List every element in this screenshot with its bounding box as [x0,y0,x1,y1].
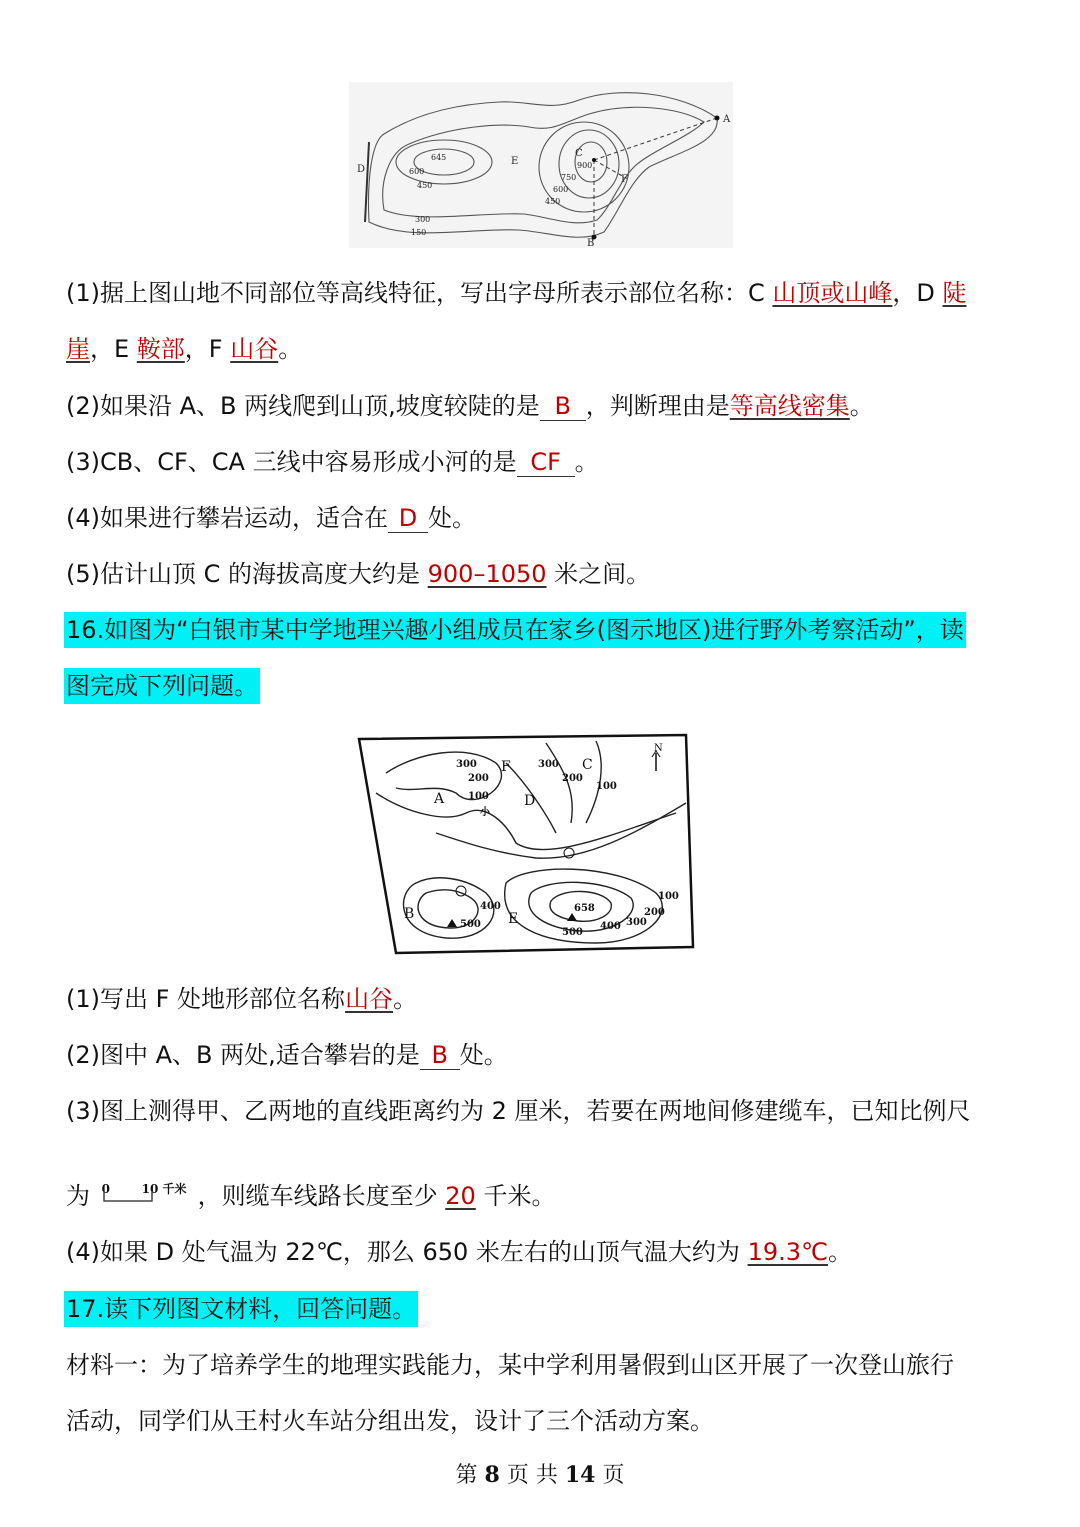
map2-label-c: C [582,757,593,773]
map2-contour-100b: 100 [596,781,617,792]
q15-part3: (3)CB、CF、CA 三线中容易形成小河的是 CF 。 [66,448,599,476]
q17-title: 17.读下列图文材料，回答问题。 [64,1291,1020,1327]
map2-contour-100c: 100 [658,891,679,902]
q16-title-line1: 16.如图为“白银市某中学地理兴趣小组成员在家乡(图示地区)进行野外考察活动”，读 [64,612,1020,648]
q16-part1: (1)写出 F 处地形部位名称山谷。 [66,985,418,1013]
map2-north: N [654,743,663,754]
answer-climbing-site: B [420,1041,460,1070]
map2-contour-200c: 200 [644,907,665,918]
contour-map-2 [356,733,696,955]
map1-contour-600b: 600 [553,185,569,194]
map1-label-b: B [587,238,595,248]
answer-c: 山顶或山峰 [772,279,893,307]
scale-zero: 0 [101,1182,110,1196]
q16-part3-line1: (3)图上测得甲、乙两地的直线距离约为 2 厘米，若要在两地间修建缆车，已知比例尺 [66,1097,971,1125]
q15-part1-line2: 崖，E 鞍部，F 山谷。 [66,335,303,363]
map1-label-a: A [723,114,731,125]
map2-contour-200b: 200 [562,773,583,784]
map2-contour-658: 658 [574,903,595,914]
map2-label-f: F [501,759,511,775]
map1-label-c: C [575,148,583,159]
q16-part2: (2)图中 A、B 两处,适合攀岩的是 B 处。 [66,1041,508,1069]
map2-contour-300b: 300 [538,759,559,770]
map1-contour-450b: 450 [545,197,561,206]
map2-contour-300a: 300 [456,759,477,770]
answer-f-terrain: 山谷 [345,985,394,1013]
total-pages: 14 [564,1462,596,1488]
answer-cable-length: 20 [445,1182,476,1210]
q16-title-line2: 图完成下列问题。 [64,668,1020,704]
map1-label-e: E [511,156,519,167]
q15-part4: (4)如果进行攀岩运动，适合在 D 处。 [66,504,476,532]
map2-contour-500a: 500 [460,919,481,930]
map2-place-label: 小 [480,807,490,818]
map2-contour-400b: 400 [600,921,621,932]
map2-label-a: A [434,791,445,807]
map1-contour-750: 750 [561,173,577,182]
map2-label-b: B [404,906,415,922]
q15-part2: (2)如果沿 A、B 两线爬到山顶,坡度较陡的是 B ，判断理由是等高线密集。 [66,392,874,420]
q17-material1-line1: 材料一：为了培养学生的地理实践能力，某中学利用暑假到山区开展了一次登山旅行 [66,1351,954,1379]
page-number: 8 [484,1462,500,1488]
map1-contour-645: 645 [431,153,447,162]
answer-d-part1: 陡 [942,279,967,307]
map2-contour-500b: 500 [562,927,583,938]
answer-e: 鞍部 [136,335,185,363]
map1-contour-150: 150 [411,228,427,237]
answer-d-part2: 崖 [66,335,90,363]
q16-part4: (4)如果 D 处气温为 22℃，那么 650 米左右的山顶气温大约为 19.3℃。 [66,1238,852,1266]
map1-contour-600: 600 [409,167,425,176]
answer-climbing-spot: D [388,504,428,533]
q17-material1-line2: 活动，同学们从王村火车站分组出发，设计了三个活动方案。 [66,1407,714,1435]
q15-part5: (5)估计山顶 C 的海拔高度大约是 900–1050 米之间。 [66,560,651,588]
q16-part3-line2: 为 0 10 千米 ，则缆车线路长度至少 20 千米。 [66,1178,1020,1215]
map2-contour-300c: 300 [626,917,647,928]
contour-map-1 [349,82,733,248]
answer-steeper-line: B [540,392,586,421]
answer-river-line: CF [517,448,575,477]
map2-contour-400a: 400 [480,901,501,912]
map1-label-d: D [357,164,366,175]
scale-bar [98,1179,198,1215]
map1-contour-450: 450 [417,181,433,190]
answer-f: 山谷 [230,335,279,363]
map1-contour-300: 300 [415,215,431,224]
answer-reason: 等高线密集 [729,392,850,420]
map2-label-e: E [508,911,519,927]
map2-contour-200a: 200 [468,773,489,784]
map1-contour-900: 900 [577,161,593,170]
answer-peak-temp: 19.3℃ [747,1238,828,1266]
map1-label-f: F [621,174,628,185]
q15-part1-line1: (1)据上图山地不同部位等高线特征，写出字母所表示部位名称：C 山顶或山峰，D 陡 [66,279,967,307]
answer-altitude: 900–1050 [427,560,547,588]
map2-contour-100a: 100 [468,791,489,802]
page-footer: 第 8 页 共 14 页 [455,1462,625,1488]
scale-ten-km: 10 千米 [141,1182,187,1196]
map2-label-d: D [524,793,536,809]
